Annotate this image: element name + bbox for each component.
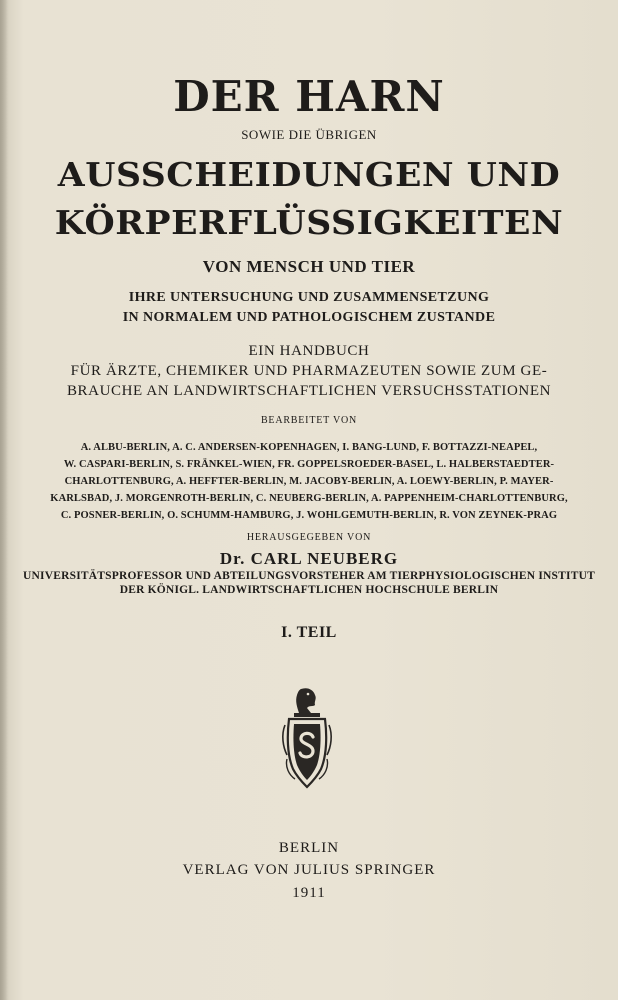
title-line-fluids: KÖRPERFLÜSSIGKEITEN bbox=[54, 203, 564, 242]
springer-knight-emblem-icon bbox=[277, 685, 337, 793]
part-label: I. TEIL bbox=[281, 624, 337, 641]
contributors-line: A. ALBU-BERLIN, A. C. ANDERSEN-KOPENHAGEN, I. BANG-LUND, F. BOTTAZZI-NEAPEL, bbox=[80, 442, 538, 453]
editor-heading: HERAUSGEGEBEN VON bbox=[246, 532, 372, 543]
title-line-excretions: AUSSCHEIDUNGEN UND bbox=[57, 155, 561, 194]
handbook-audience-2: BRAUCHE AN LANDWIRTSCHAFTLICHEN VERSUCHSSTATIONEN bbox=[66, 383, 552, 399]
imprint-year: 1911 bbox=[292, 885, 326, 901]
main-title: DER HARN bbox=[173, 72, 445, 121]
editor-affiliation-1: UNIVERSITÄTSPROFESSOR UND ABTEILUNGSVORSTEHER AM TIERPHYSIOLOGISCHEN INSTITUT bbox=[23, 570, 595, 582]
subtitle-line-1: IHRE UNTERSUCHUNG UND ZUSAMMENSETZUNG bbox=[128, 290, 490, 305]
handbook-label: EIN HANDBUCH bbox=[248, 343, 370, 359]
contributors-line: CHARLOTTENBURG, A. HEFFTER-BERLIN, M. JACOBY-BERLIN, A. LOEWY-BERLIN, P. MAYER- bbox=[64, 476, 554, 487]
contributors-heading: BEARBEITET VON bbox=[260, 415, 358, 426]
imprint-publisher: VERLAG VON JULIUS SPRINGER bbox=[182, 862, 436, 878]
contributors-line: W. CASPARI-BERLIN, S. FRÄNKEL-WIEN, FR. GOPPELSROEDER-BASEL, L. HALBERSTAEDTER- bbox=[63, 459, 555, 470]
contributors-line: KARLSBAD, J. MORGENROTH-BERLIN, C. NEUBERG-BERLIN, A. PAPPENHEIM-CHARLOTTENBURG, bbox=[50, 493, 568, 504]
editor-affiliation-2: DER KÖNIGL. LANDWIRTSCHAFTLICHEN HOCHSCHULE BERLIN bbox=[119, 584, 499, 596]
title-line-species: VON MENSCH UND TIER bbox=[202, 257, 416, 276]
handbook-audience-1: FÜR ÄRZTE, CHEMIKER UND PHARMAZEUTEN SOWIE ZUM GE- bbox=[70, 363, 548, 379]
imprint-city: BERLIN bbox=[278, 840, 340, 856]
editor-name: Dr. CARL NEUBERG bbox=[219, 549, 399, 568]
subtitle-line-2: IN NORMALEM UND PATHOLOGISCHEM ZUSTANDE bbox=[122, 310, 496, 325]
title-connector: SOWIE DIE ÜBRIGEN bbox=[241, 127, 377, 142]
contributors-line: C. POSNER-BERLIN, O. SCHUMM-HAMBURG, J. WOHLGEMUTH-BERLIN, R. VON ZEYNEK-PRAG bbox=[60, 510, 558, 521]
